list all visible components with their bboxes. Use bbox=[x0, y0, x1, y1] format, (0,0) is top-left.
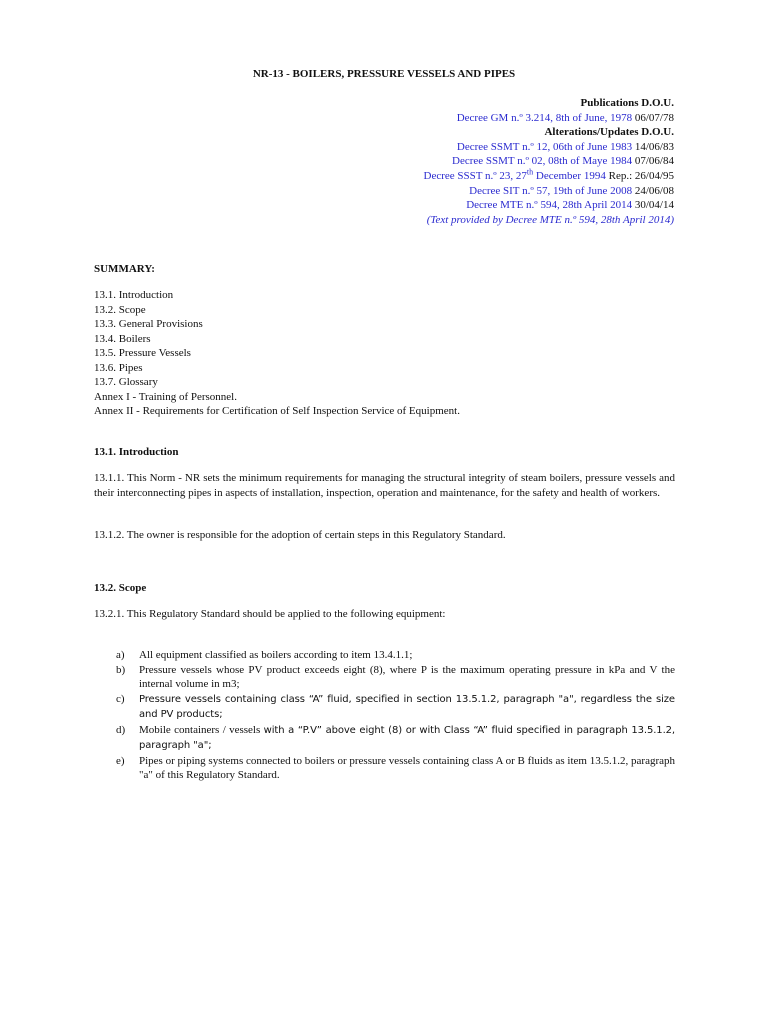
intro-paragraph-2: 13.1.2. The owner is responsible for the adoption of certain steps in this Regulatory Standard. bbox=[94, 529, 506, 541]
list-item bbox=[116, 648, 675, 663]
list-item-text: Pressure vessels containing class “A” fluid, specified in section 13.5.1.2, paragraph "a", regardless the size and PV products; bbox=[139, 693, 675, 720]
summary-item: 13.4. Boilers bbox=[94, 332, 151, 345]
list-item-text-b: with a “P.V” above eight (8) or with Class “A” fluid specified in paragraph 13.5.1.2, paragraph "a"; bbox=[139, 724, 675, 751]
list-marker: b) bbox=[116, 663, 126, 676]
list-marker: a) bbox=[116, 649, 125, 661]
decree-mte594-date: 30/04/14 bbox=[632, 199, 674, 212]
publications-block bbox=[424, 96, 675, 227]
decree-gm-link[interactable]: Decree GM n.º 3.214, 8th of June, 1978 bbox=[456, 111, 633, 124]
summary-item: 13.5. Pressure Vessels bbox=[94, 347, 191, 359]
text-provided-note[interactable]: (Text provided by Decree MTE n.º 594, 28th April 2014) bbox=[426, 213, 674, 226]
list-marker: e) bbox=[116, 754, 125, 767]
summary-list bbox=[94, 288, 675, 419]
list-item bbox=[116, 663, 675, 692]
decree-ssmt02-link[interactable]: Decree SSMT n.º 02, 08th of Maye 1984 bbox=[452, 155, 633, 168]
intro-paragraph-1: 13.1.1. This Norm - NR sets the minimum requirements for managing the structural integrity of steam boilers, pressure vessels and their interconnecting pipes in aspects of installation, inspection, operation and maintenance, for the safety and health of workers. bbox=[94, 472, 675, 499]
summary-item: Annex I - Training of Personnel. bbox=[94, 390, 237, 403]
decree-ssmt12-link[interactable]: Decree SSMT n.º 12, 06th of June 1983 bbox=[456, 140, 633, 153]
decree-ssmt12-line bbox=[424, 140, 675, 155]
list-item bbox=[116, 692, 675, 723]
decree-sit57-date: 24/06/08 bbox=[632, 184, 674, 197]
decree-ssst23-date: Rep.: 26/04/95 bbox=[605, 169, 674, 182]
decree-gm-date: 06/07/78 bbox=[632, 111, 674, 124]
summary-item: Annex II - Requirements for Certification of Self Inspection Service of Equipment. bbox=[94, 405, 460, 417]
list-item-text-a: Mobile containers / vessels bbox=[139, 723, 264, 736]
scope-list bbox=[116, 648, 675, 783]
summary-heading: SUMMARY: bbox=[94, 263, 155, 275]
decree-ssst23-text-a: Decree SSST n.º 23, 27 bbox=[423, 169, 527, 182]
list-item-text: Pressure vessels whose PV product exceeds eight (8), where P is the maximum operating pressure in kPa and V the internal volume in m3; bbox=[139, 663, 675, 690]
list-marker: c) bbox=[116, 692, 125, 705]
decree-ssst23-text-b: December 1994 bbox=[533, 169, 606, 182]
list-item-text: All equipment classified as boilers according to item 13.4.1.1; bbox=[139, 649, 413, 661]
list-marker: d) bbox=[116, 723, 126, 736]
publications-heading: Publications D.O.U. bbox=[580, 97, 674, 109]
alterations-heading: Alterations/Updates D.O.U. bbox=[544, 126, 674, 139]
decree-sit57-line bbox=[424, 184, 675, 199]
summary-item: 13.6. Pipes bbox=[94, 361, 143, 374]
list-item-text: Pipes or piping systems connected to boilers or pressure vessels containing class A or B fluids as item 13.5.1.2, paragraph "a" of this Regulatory Standard. bbox=[139, 754, 675, 781]
decree-ssst23-sup: th bbox=[526, 167, 534, 177]
list-item bbox=[116, 723, 675, 754]
decree-ssst23-line bbox=[424, 169, 675, 184]
summary-item: 13.2. Scope bbox=[94, 303, 146, 316]
summary-item: 13.7. Glossary bbox=[94, 376, 158, 388]
summary-item: 13.3. General Provisions bbox=[94, 318, 203, 330]
intro-heading: 13.1. Introduction bbox=[94, 446, 179, 458]
decree-ssmt02-line bbox=[424, 154, 675, 169]
decree-ssst23-link[interactable] bbox=[423, 167, 606, 182]
decree-sit57-link[interactable]: Decree SIT n.º 57, 19th of June 2008 bbox=[469, 184, 633, 197]
decree-ssmt12-date: 14/06/83 bbox=[632, 140, 674, 153]
scope-paragraph-1: 13.2.1. This Regulatory Standard should be applied to the following equipment: bbox=[94, 608, 446, 620]
document-title: NR-13 - BOILERS, PRESSURE VESSELS AND PIPES bbox=[252, 68, 516, 80]
decree-ssmt02-date: 07/06/84 bbox=[632, 155, 674, 168]
list-item bbox=[116, 754, 675, 783]
summary-item: 13.1. Introduction bbox=[94, 289, 174, 301]
scope-heading: 13.2. Scope bbox=[94, 582, 147, 594]
decree-mte594-line bbox=[424, 198, 675, 213]
decree-gm-line bbox=[424, 111, 675, 126]
decree-mte594-link[interactable]: Decree MTE n.º 594, 28th April 2014 bbox=[466, 199, 633, 212]
